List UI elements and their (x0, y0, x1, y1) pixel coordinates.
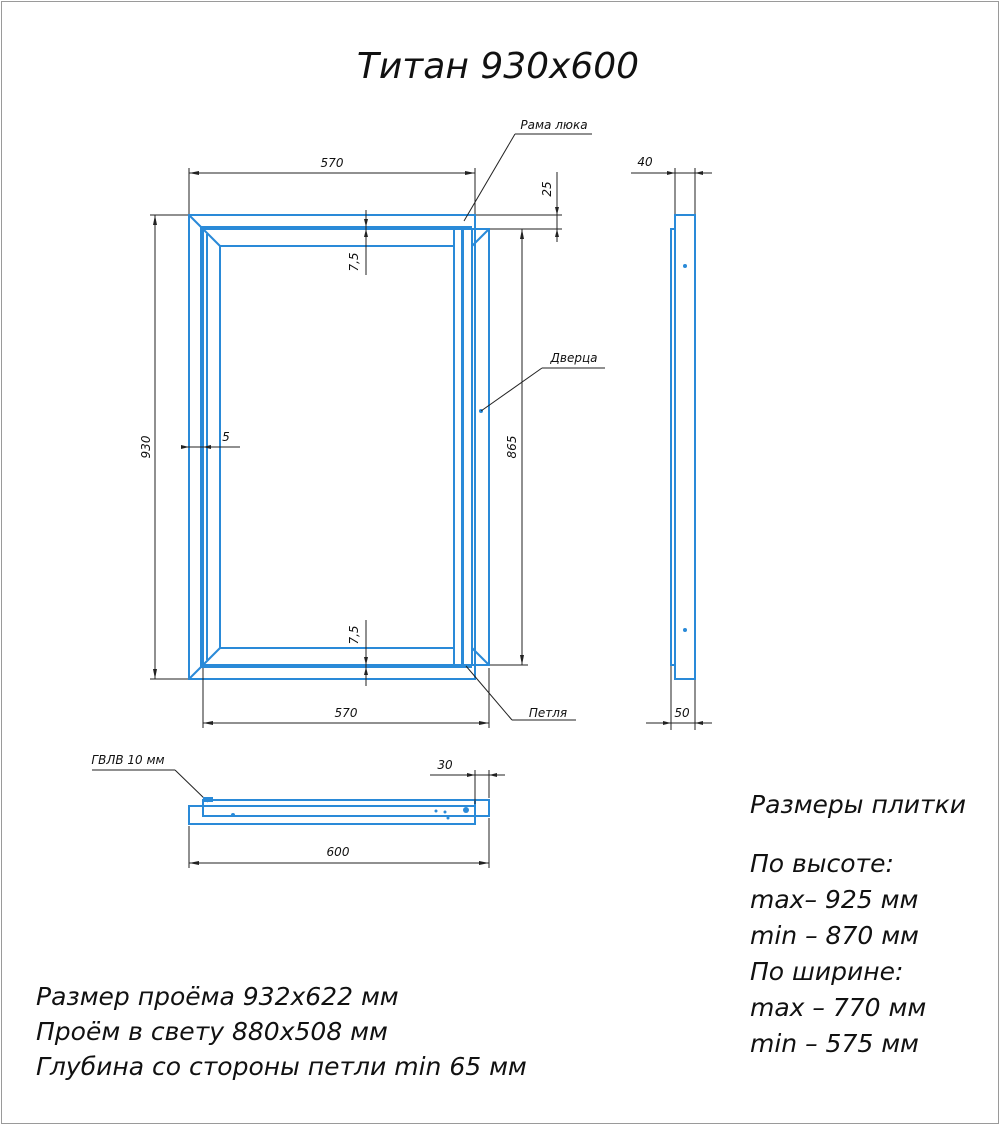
callout-door: Дверца (550, 351, 598, 365)
side-hole-bottom (683, 628, 687, 632)
door-outer (203, 229, 489, 665)
drawing-title: Титан 930х600 (356, 46, 640, 87)
callout-frame: Рама люка (520, 118, 588, 132)
tile-height-max: max– 925 мм (750, 885, 919, 914)
label-gap-bottom: 7,5 (347, 625, 361, 645)
frame-bevel-bl (189, 667, 201, 679)
tile-width-label: По ширине: (750, 957, 904, 986)
label-inner-height: 865 (505, 435, 519, 459)
tile-height-label: По высоте: (750, 849, 894, 878)
label-top-step: 25 (540, 181, 554, 197)
label-plan-step: 30 (437, 758, 453, 772)
label-bottom-width: 570 (334, 706, 358, 720)
label-plan-width: 600 (326, 845, 350, 859)
tile-height-min: min – 870 мм (750, 921, 919, 950)
note-clear-opening: Проём в свету 880х508 мм (36, 1017, 388, 1046)
door-bevel-tl (203, 229, 220, 246)
note-opening-size: Размер проёма 932х622 мм (36, 982, 399, 1011)
side-hole-top (683, 264, 687, 268)
side-view (631, 168, 712, 730)
tile-heading: Размеры плитки (750, 790, 966, 819)
label-side-offset: 5 (222, 430, 230, 444)
hinge-top-mark (462, 226, 472, 230)
tile-sizes (750, 790, 966, 1058)
frame-inner-edge (201, 227, 462, 667)
door-opening (220, 246, 454, 648)
callout-lines (92, 134, 605, 802)
plan-board-edge (203, 797, 213, 802)
opening-notes (36, 982, 527, 1081)
label-top-width: 570 (320, 156, 344, 170)
label-side-depth-top: 40 (637, 155, 653, 169)
frame-bevel-tl (189, 215, 201, 227)
side-frame (675, 215, 695, 679)
plan-door (203, 800, 489, 816)
plan-hinge-pin (463, 807, 469, 813)
tile-width-min: min – 575 мм (750, 1029, 919, 1058)
plan-hole (231, 813, 235, 817)
side-door (671, 229, 675, 665)
callout-board: ГВЛВ 10 мм (91, 753, 165, 767)
tile-width-max: max – 770 мм (750, 993, 927, 1022)
callout-hinge: Петля (528, 706, 568, 720)
label-height: 930 (139, 435, 153, 459)
note-hinge-depth: Глубина со стороны петли min 65 мм (36, 1052, 527, 1081)
plan-hinge (475, 800, 489, 816)
label-side-depth-bottom: 50 (674, 706, 690, 720)
label-gap-top: 7,5 (347, 252, 361, 272)
door-bevel-bl (203, 648, 220, 665)
